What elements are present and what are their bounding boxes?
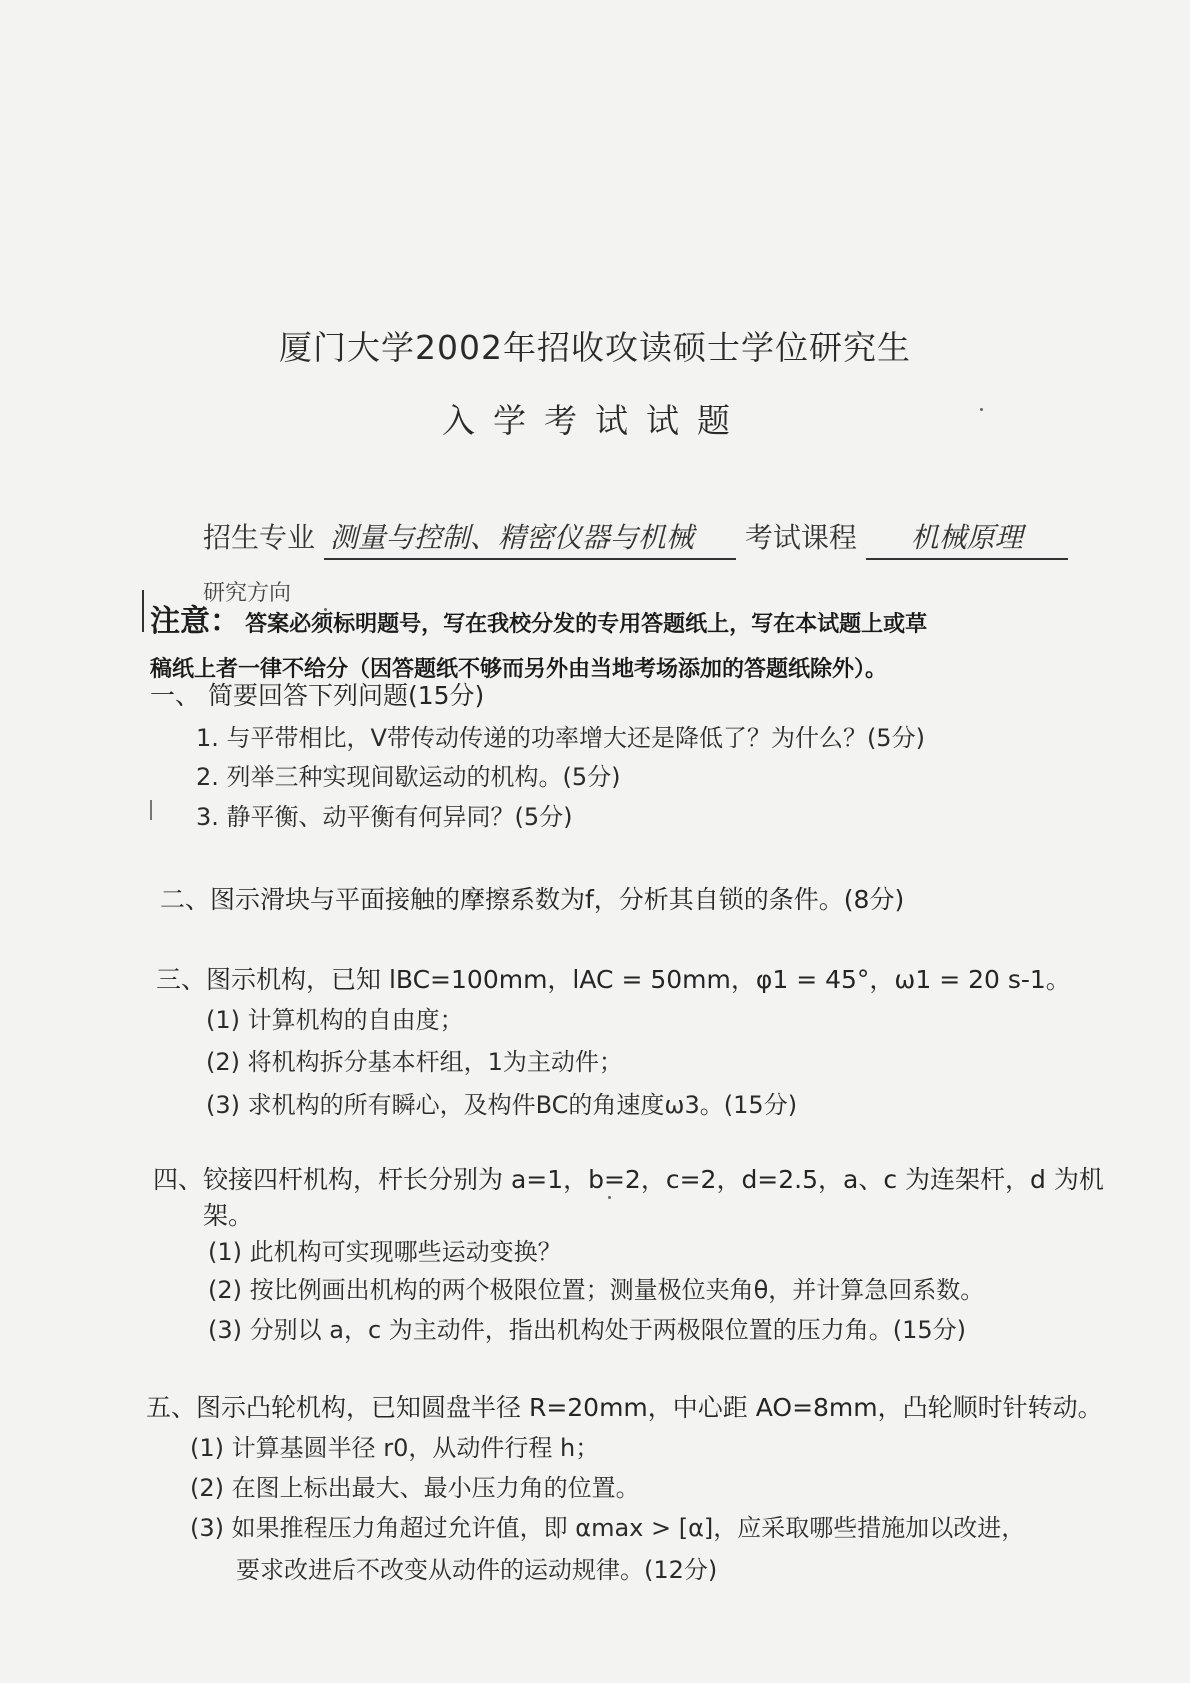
question-1-1: 1. 与平带相比，V带传动传递的功率增大还是降低了？为什么？(5分)	[196, 724, 925, 752]
question-4-1: (1) 此机构可实现哪些运动变换？	[208, 1238, 562, 1266]
scan-speck	[324, 608, 327, 611]
info-line	[203, 516, 1068, 560]
scan-speck	[608, 1196, 611, 1199]
section-5-heading: 五、图示凸轮机构，已知圆盘半径 R=20mm，中心距 AO=8mm，凸轮顺时针转动。	[146, 1393, 1103, 1422]
exam-subtitle: 入学考试试题	[442, 401, 748, 440]
scan-speck	[980, 408, 983, 411]
section-4-heading-cont: 架。	[203, 1201, 254, 1230]
question-1-2: 2. 列举三种实现间歇运动的机构。(5分)	[196, 763, 621, 791]
notice-line-1	[150, 596, 927, 640]
notice-text-1: 答案必须标明题号，写在我校分发的专用答题纸上，写在本试题上或草	[245, 612, 928, 637]
question-5-1: (1) 计算基圆半径 r0，从动件行程 h；	[190, 1434, 600, 1462]
section-1-heading: 一、 简要回答下列问题(15分)	[150, 681, 485, 710]
major-value: 测量与控制、精密仪器与机械	[324, 516, 736, 560]
margin-mark	[150, 800, 152, 820]
course-label: 考试课程	[744, 521, 857, 554]
question-5-2: (2) 在图上标出最大、最小压力角的位置。	[190, 1474, 640, 1502]
notice-label: 注意：	[150, 604, 240, 639]
question-5-3: (3) 如果推程压力角超过允许值，即 αmax > [α]，应采取哪些措施加以改进，	[190, 1514, 1026, 1542]
question-5-3-cont: 要求改进后不改变从动件的运动规律。(12分)	[236, 1556, 718, 1584]
margin-mark	[142, 590, 144, 632]
question-1-3: 3. 静平衡、动平衡有何异同？(5分)	[196, 803, 573, 831]
question-3-2: (2) 将机构拆分基本杆组，1为主动件；	[206, 1048, 623, 1076]
section-3-heading: 三、图示机构，已知 lBC=100mm，lAC = 50mm，φ1 = 45°，ω1 = 20 s-1。	[156, 965, 1071, 994]
question-4-2: (2) 按比例画出机构的两个极限位置；测量极位夹角θ，并计算急回系数。	[208, 1276, 985, 1304]
question-3-1: (1) 计算机构的自由度；	[206, 1006, 464, 1034]
course-value: 机械原理	[866, 516, 1068, 560]
section-4-heading: 四、铰接四杆机构，杆长分别为 a=1，b=2，c=2，d=2.5，a、c 为连架杆，d 为机	[153, 1165, 1104, 1194]
notice-text-2: 稿纸上者一律不给分（因答题纸不够而另外由当地考场添加的答题纸除外）。	[150, 657, 888, 682]
exam-title: 厦门大学2002年招收攻读硕士学位研究生	[279, 328, 911, 367]
section-2-heading: 二、图示滑块与平面接触的摩擦系数为f，分析其自锁的条件。(8分)	[160, 885, 905, 914]
question-4-3: (3) 分别以 a，c 为主动件，指出机构处于两极限位置的压力角。(15分)	[208, 1316, 967, 1344]
direction-label: 研究方向	[203, 581, 292, 606]
major-label: 招生专业	[203, 521, 316, 554]
question-3-3: (3) 求机构的所有瞬心，及构件BC的角速度ω3。(15分)	[206, 1091, 798, 1119]
